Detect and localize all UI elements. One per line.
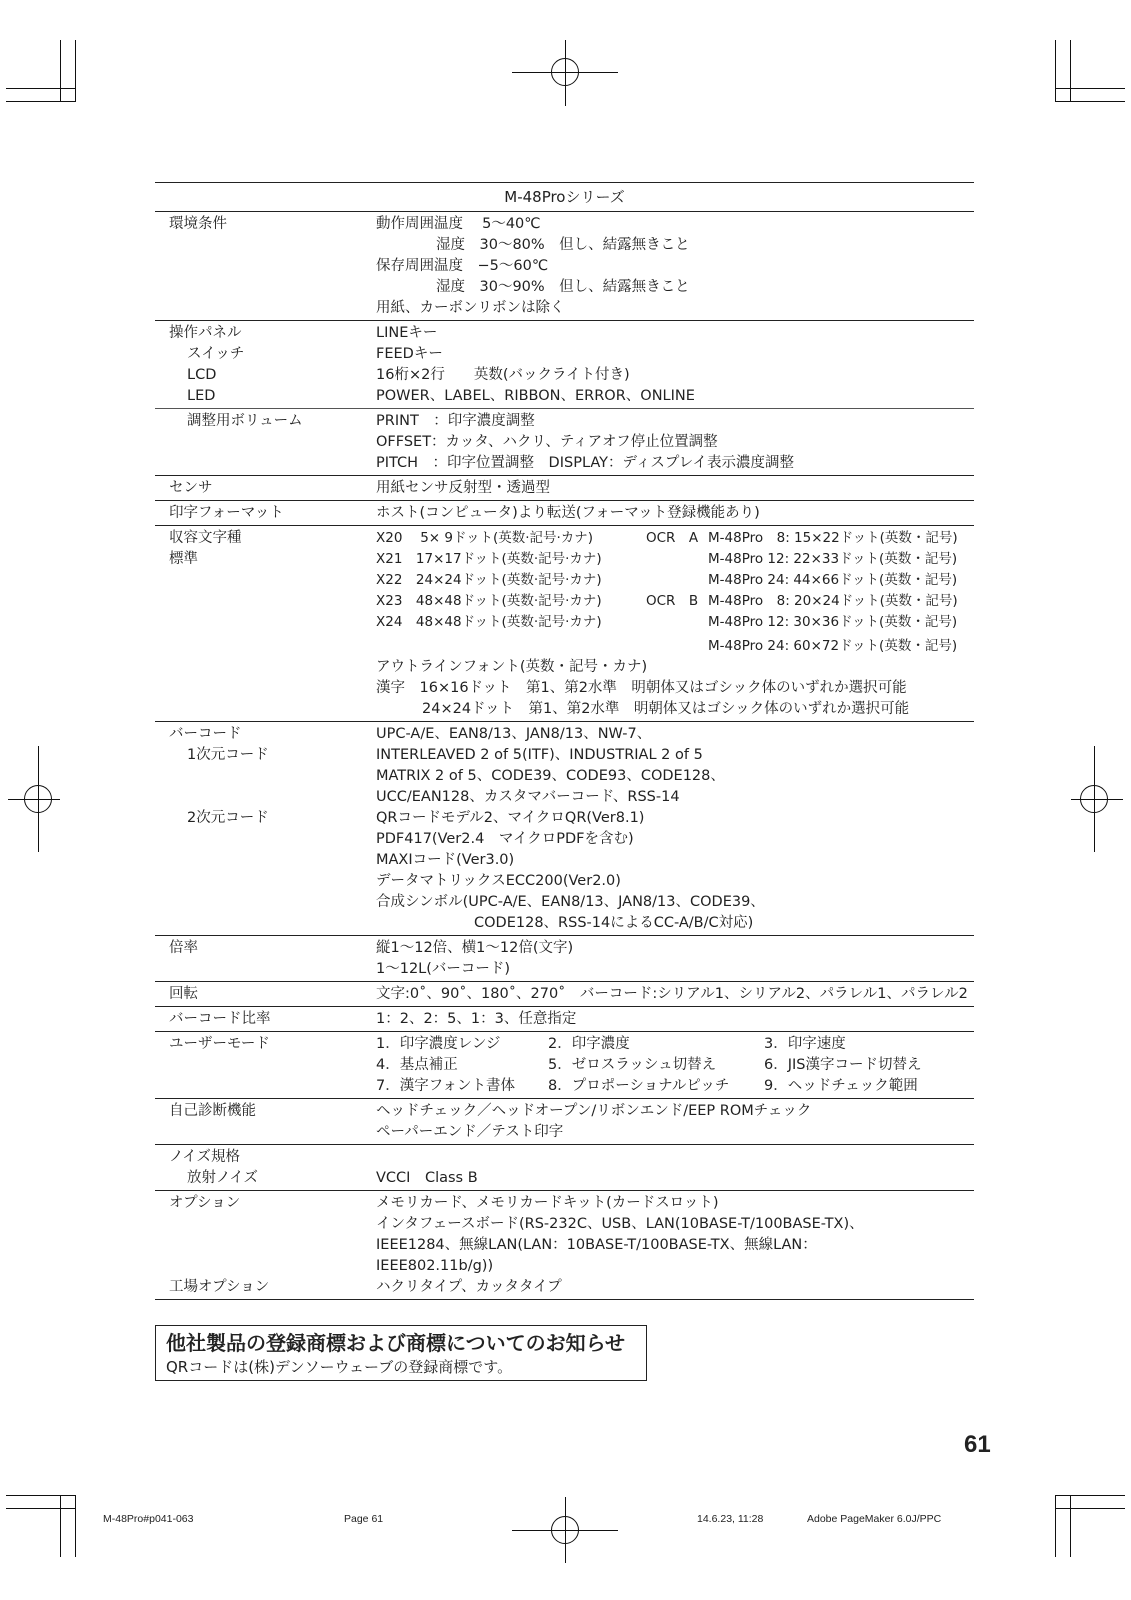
volume-line: PITCH ：印字位置調整 DISPLAY：ディスプレイ表示濃度調整 [376,455,795,471]
noise-value: VCCI Class B [376,1170,478,1186]
diagnostics-line: ヘッドチェック／ヘッドオープン/リボンエンド/EEP ROMチェック [376,1103,812,1119]
barcode-1d-line: UCC/EAN128、カスタマバーコード、RSS-14 [376,789,680,805]
font-cell: M-48Pro 24: 60×72ドット(英数・記号) [708,638,958,654]
footer-page: Page 61 [344,1513,384,1525]
row-diagnostics [155,1099,974,1145]
env-line: 湿度 30〜80% 但し、結露無きこと [436,237,690,253]
footer-date: 14.6.23, 11:28 [697,1513,764,1525]
magnification-line: 1〜12L(バーコード) [376,961,511,977]
barcode-2d-line: QRコードモデル2、マイクロQR(Ver8.1) [376,810,645,826]
barcode-1d-line: MATRIX 2 of 5、CODE39、CODE93、CODE128、 [376,768,725,784]
ratio-value: 1：2、2：5、1：3、任意指定 [376,1011,577,1027]
label-format: 印字フォーマット [169,505,284,521]
volume-line: PRINT ：印字濃度調整 [376,413,535,429]
label-user-mode: ユーザーモード [169,1036,270,1052]
label-volume: 調整用ボリューム [187,413,303,429]
font-cell: OCR B [646,593,699,609]
label-switch: スイッチ [187,346,245,362]
row-ratio [155,1007,974,1032]
row-panel [155,321,974,409]
format-value: ホスト(コンピュータ)より転送(フォーマット登録機能あり) [376,505,760,521]
row-environment [155,212,974,321]
spec-table [155,182,974,1300]
font-cell: OCR A [646,530,699,546]
feed-key: FEEDキー [376,346,443,362]
options-line: インタフェースボード(RS-232C、USB、LAN(10BASE-T/100BASE-TX)、 [376,1216,864,1232]
diagnostics-line: ペーパーエンド／テスト印字 [376,1124,564,1140]
user-mode-item: 9．ヘッドチェック範囲 [764,1078,918,1094]
env-line: 湿度 30〜90% 但し、結露無きこと [436,279,690,295]
label-standard: 標準 [169,551,198,567]
label-diagnostics: 自己診断機能 [169,1103,256,1119]
label-sensor: センサ [169,480,213,496]
label-barcode: バーコード [169,726,242,742]
label-noise: ノイズ規格 [169,1149,241,1165]
user-mode-item: 4．基点補正 [376,1057,458,1073]
magnification-line: 縦1〜12倍、横1〜12倍(文字) [376,940,574,956]
row-options [155,1191,974,1300]
notice-title: 他社製品の登録商標および商標についてのお知らせ [166,1331,625,1355]
barcode-2d-line: MAXIコード(Ver3.0) [376,852,515,868]
env-line: 保存周囲温度 −5〜60℃ [376,258,549,274]
barcode-1d-line: UPC-A/E、EAN8/13、JAN8/13、NW-7、 [376,726,652,742]
label-environment: 環境条件 [169,216,227,232]
volume-line: OFFSET：カッタ、ハクリ、ティアオフ停止位置調整 [376,434,718,450]
user-mode-grid [376,1034,974,1097]
led-spec: POWER、LABEL、RIBBON、ERROR、ONLINE [376,388,695,404]
label-panel: 操作パネル [169,325,242,341]
user-mode-item: 5．ゼロスラッシュ切替え [548,1057,717,1073]
font-cell [646,549,708,570]
options-line: IEEE1284、無線LAN(LAN：10BASE-T/100BASE-TX、無線LAN： [376,1237,817,1253]
barcode-1d-line: INTERLEAVED 2 of 5(ITF)、INDUSTRIAL 2 of 5 [376,747,703,763]
font-cell: M-48Pro 8: 20×24ドット(英数・記号) [708,593,958,609]
label-fonts: 収容文字種 [169,530,242,546]
label-radiated-noise: 放射ノイズ [187,1170,259,1186]
user-mode-item: 8．プロポーショナルピッチ [548,1078,730,1094]
options-line: メモリカード、メモリカードキット(カードスロット) [376,1195,719,1211]
label-2d: 2次元コード [187,810,269,826]
options-line: IEEE802.11b/g)) [376,1258,494,1274]
row-noise [155,1145,974,1191]
rotation-value: 文字:0˚、90˚、180˚、270˚ バーコード:シリアル1、シリアル2、パラレル1、パラレル2 [376,986,968,1002]
font-cell: X20 5× 9ドット(英数·記号·カナ) [376,530,594,546]
sensor-value: 用紙センサ反射型・透過型 [376,480,550,496]
kanji-24: 24×24ドット 第1、第2水準 明朝体又はゴシック体のいずれか選択可能 [422,701,910,717]
barcode-composite-cont: CODE128、RSS-14によるCC-A/B/C対応) [474,915,754,931]
font-cell: M-48Pro 24: 44×66ドット(英数・記号) [708,572,958,588]
line-key: LINEキー [376,325,438,341]
font-cell [646,570,708,591]
page-number: 61 [964,1431,991,1458]
label-ratio: バーコード比率 [169,1011,271,1027]
user-mode-item: 6．JIS漢字コード切替え [764,1057,922,1073]
user-mode-item: 1．印字濃度レンジ [376,1036,501,1052]
font-grid [376,528,974,657]
label-1d: 1次元コード [187,747,269,763]
font-cell: X21 17×17ドット(英数·記号·カナ) [376,551,602,567]
row-rotation [155,982,974,1007]
barcode-2d-line: データマトリックスECC200(Ver2.0) [376,873,621,889]
footer-file: M-48Pro#p041-063 [103,1513,194,1525]
barcode-2d-line: PDF417(Ver2.4 マイクロPDFを含む) [376,831,634,847]
row-magnification [155,936,974,982]
font-cell: X22 24×24ドット(英数·記号·カナ) [376,572,602,588]
lcd-spec: 16桁×2行 英数(バックライト付き) [376,367,630,383]
label-factory-options: 工場オプション [169,1279,270,1295]
footer-app: Adobe PageMaker 6.0J/PPC [807,1513,942,1525]
row-fonts [155,526,974,722]
label-rotation: 回転 [169,986,198,1002]
series-title: M-48Proシリーズ [155,183,974,212]
row-volume [155,409,974,476]
label-led: LED [187,388,216,404]
label-options: オプション [169,1195,241,1211]
env-line: 動作周囲温度 5〜40℃ [376,216,541,232]
label-lcd: LCD [187,367,217,383]
font-cell: M-48Pro 8: 15×22ドット(英数・記号) [708,530,958,546]
font-cell: M-48Pro 12: 22×33ドット(英数・記号) [708,551,958,567]
row-format [155,501,974,526]
font-cell: X23 48×48ドット(英数·記号·カナ) [376,593,602,609]
row-user-mode [155,1032,974,1099]
row-sensor [155,476,974,501]
label-magnification: 倍率 [169,940,198,956]
row-barcode [155,722,974,936]
user-mode-item: 2．印字濃度 [548,1036,630,1052]
user-mode-item: 3．印字速度 [764,1036,846,1052]
outline-font: アウトラインフォント(英数・記号・カナ) [376,659,648,675]
font-cell [646,612,708,633]
font-cell: X24 48×48ドット(英数·記号·カナ) [376,614,602,630]
user-mode-item: 7．漢字フォント書体 [376,1078,515,1094]
options-line: ハクリタイプ、カッタタイプ [376,1279,562,1295]
barcode-2d-line: 合成シンボル(UPC-A/E、EAN8/13、JAN8/13、CODE39、 [376,894,765,910]
kanji-16: 漢字 16×16ドット 第1、第2水準 明朝体又はゴシック体のいずれか選択可能 [376,680,907,696]
trademark-notice [155,1325,647,1381]
font-cell: M-48Pro 12: 30×36ドット(英数・記号) [708,614,958,630]
notice-body: QRコードは(株)デンソーウェーブの登録商標です。 [166,1358,513,1376]
env-line: 用紙、カーボンリボンは除く [376,300,565,316]
